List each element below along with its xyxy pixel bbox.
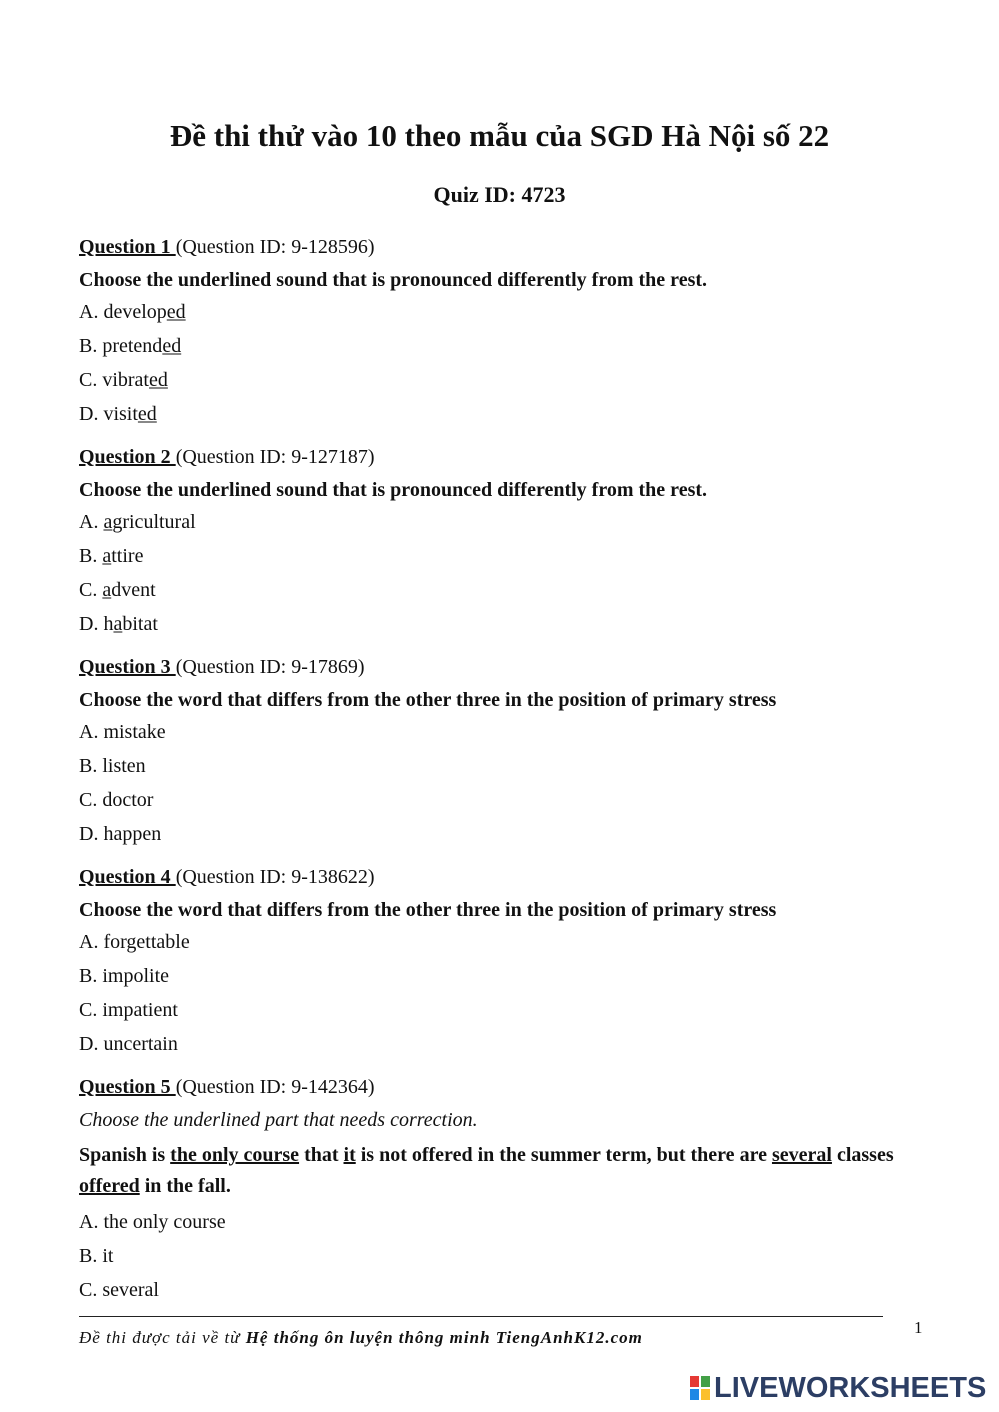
question-prompt: Choose the underlined sound that is pronounced differently from the rest.	[79, 269, 708, 291]
question-header	[79, 1075, 899, 1099]
question-label: Question 4	[79, 866, 176, 888]
question-prompt: Choose the underlined sound that is pronounced differently from the rest.	[79, 479, 708, 501]
footer-text: Đề thi được tải về từ	[79, 1328, 246, 1347]
underlined-sound: ed	[149, 369, 168, 391]
liveworksheets-icon	[690, 1376, 710, 1400]
underlined-sound: ed	[137, 403, 157, 425]
question-header	[79, 235, 899, 259]
sentence-text: is not offered in the summer term, but there are	[355, 1144, 772, 1166]
option-text: gricultural	[112, 511, 196, 533]
option-c[interactable]	[79, 578, 899, 602]
question-id: (Question ID: 9-17869)	[175, 656, 365, 678]
option-a[interactable]: A. forgettable	[79, 931, 190, 953]
underlined-part: offered	[79, 1175, 140, 1197]
option-text: D. visit	[79, 403, 138, 425]
question-2	[79, 445, 899, 636]
question-label: Question 1	[79, 236, 176, 258]
question-id: (Question ID: 9-127187)	[175, 446, 375, 468]
underlined-part: several	[771, 1144, 832, 1166]
option-text: C. vibrat	[79, 369, 149, 391]
sentence-text: that	[299, 1144, 344, 1166]
underlined-sound: ed	[162, 335, 182, 357]
question-header	[79, 445, 899, 469]
sentence-text: classes	[831, 1144, 894, 1166]
question-label: Question 5	[79, 1076, 176, 1098]
option-b[interactable]: B. impolite	[79, 965, 169, 987]
quiz-id: Quiz ID: 4723	[433, 182, 566, 207]
option-a[interactable]: A. the only course	[79, 1211, 226, 1233]
option-text: B.	[79, 545, 103, 567]
option-d[interactable]: D. happen	[79, 823, 162, 845]
question-label: Question 2	[79, 446, 176, 468]
option-d[interactable]	[79, 612, 899, 636]
question-4	[79, 865, 899, 1056]
option-b[interactable]	[79, 544, 899, 568]
question-id: (Question ID: 9-128596)	[175, 236, 375, 258]
question-5	[79, 1075, 899, 1302]
question-3	[79, 655, 899, 846]
underlined-sound: a	[113, 613, 123, 635]
underlined-sound: a	[102, 545, 112, 567]
question-prompt: Choose the word that differs from the other three in the position of primary stress	[79, 689, 777, 711]
option-b[interactable]: B. it	[79, 1245, 114, 1267]
option-a[interactable]	[79, 300, 899, 324]
question-list	[79, 235, 899, 1312]
option-b[interactable]	[79, 334, 899, 358]
brand-name: LIVEWORKSHEETS	[714, 1371, 987, 1404]
option-a[interactable]: A. mistake	[79, 721, 166, 743]
option-text: A. develop	[79, 301, 167, 323]
underlined-sound: a	[103, 511, 113, 533]
option-text: ttire	[111, 545, 144, 567]
underlined-sound: ed	[166, 301, 186, 323]
footer-divider	[79, 1316, 883, 1317]
question-id: (Question ID: 9-142364)	[175, 1076, 375, 1098]
underlined-sound: a	[102, 579, 112, 601]
page-number: 1	[914, 1318, 923, 1337]
option-text: bitat	[122, 613, 158, 635]
question-id: (Question ID: 9-138622)	[175, 866, 375, 888]
option-text: B. pretend	[79, 335, 163, 357]
question-prompt: Choose the word that differs from the other three in the position of primary stress	[79, 899, 777, 921]
question-prompt: Choose the underlined part that needs correction.	[79, 1109, 478, 1131]
sentence-text: Spanish is	[79, 1144, 171, 1166]
option-b[interactable]: B. listen	[79, 755, 146, 777]
option-text: A.	[79, 511, 104, 533]
liveworksheets-logo[interactable]	[690, 1372, 986, 1404]
question-header	[79, 865, 899, 889]
question-1	[79, 235, 899, 426]
option-a[interactable]	[79, 510, 899, 534]
question-sentence	[79, 1140, 899, 1202]
option-c[interactable]: C. doctor	[79, 789, 154, 811]
option-text: D. h	[79, 613, 114, 635]
question-label: Question 3	[79, 656, 176, 678]
footer-credit	[79, 1328, 643, 1348]
underlined-part: the only course	[170, 1144, 300, 1166]
question-header	[79, 655, 899, 679]
option-c[interactable]: C. several	[79, 1279, 159, 1301]
option-text: C.	[79, 579, 103, 601]
sentence-text: in the fall.	[139, 1175, 231, 1197]
option-c[interactable]: C. impatient	[79, 999, 178, 1021]
footer-site: Hệ thống ôn luyện thông minh TiengAnhK12.com	[245, 1328, 643, 1347]
option-c[interactable]	[79, 368, 899, 392]
option-d[interactable]: D. uncertain	[79, 1033, 178, 1055]
option-text: dvent	[111, 579, 156, 601]
underlined-part: it	[343, 1144, 356, 1166]
option-d[interactable]	[79, 402, 899, 426]
page-title: Đề thi thử vào 10 theo mẫu của SGD Hà Nội số 22	[169, 118, 830, 153]
